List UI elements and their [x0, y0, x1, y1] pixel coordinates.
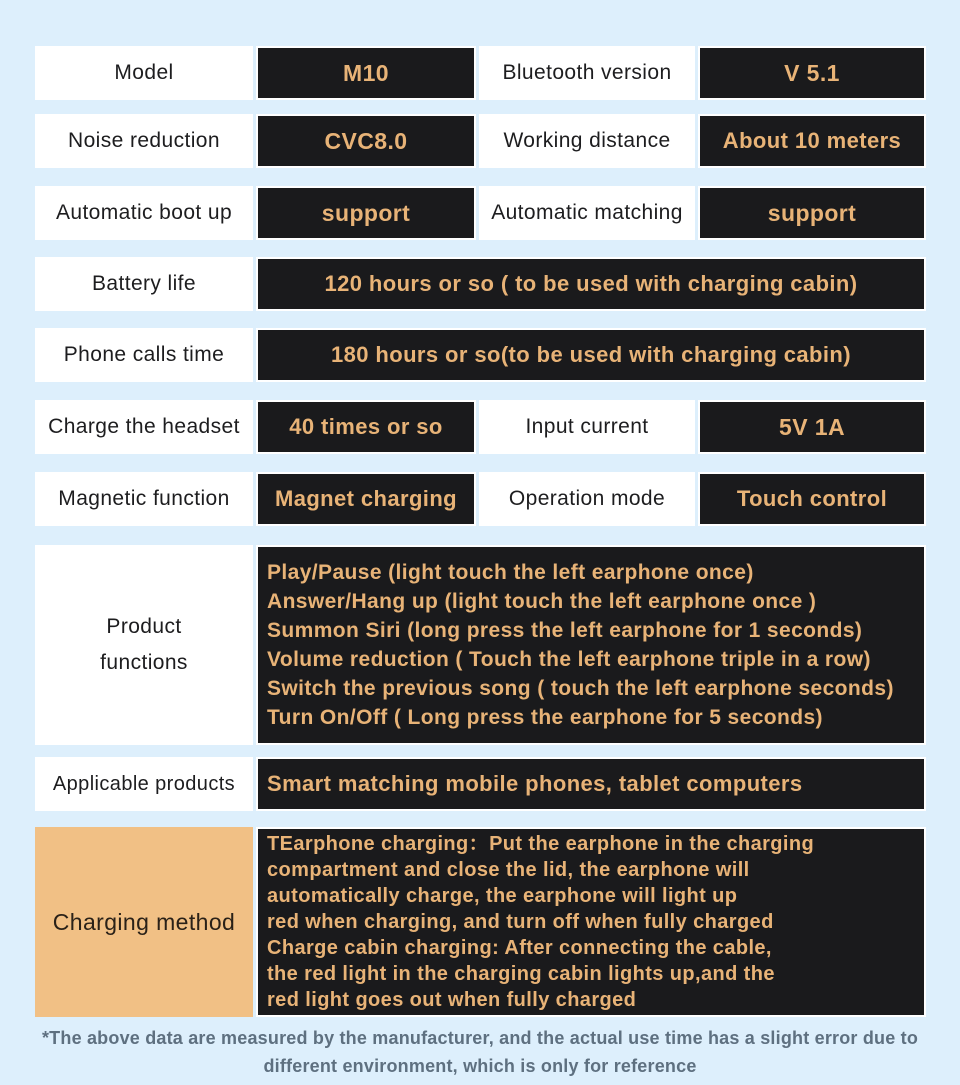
charging-line: red light goes out when fully charged — [267, 989, 637, 1011]
applicable-products-value: Smart matching mobile phones, tablet computers — [256, 757, 926, 811]
product-functions-value — [256, 545, 926, 745]
row-noise-distance — [35, 114, 926, 168]
auto-matching-value: support — [698, 186, 926, 240]
auto-boot-value: support — [256, 186, 476, 240]
product-functions-label-text: Product functions — [100, 615, 188, 674]
battery-life-label: Battery life — [35, 257, 253, 311]
charging-line: compartment and close the lid, the earphone will — [267, 859, 750, 881]
function-line: Summon Siri (long press the left earphone for 1 seconds) — [267, 619, 863, 642]
phone-calls-time-label: Phone calls time — [35, 328, 253, 382]
function-line: Volume reduction ( Touch the left earphone triple in a row) — [267, 648, 871, 671]
phone-calls-time-value: 180 hours or so(to be used with charging cabin) — [256, 328, 926, 382]
row-applicable-products — [35, 757, 926, 811]
function-line: Turn On/Off ( Long press the earphone for 5 seconds) — [267, 706, 823, 729]
battery-life-value: 120 hours or so ( to be used with charging cabin) — [256, 257, 926, 311]
noise-reduction-value: CVC8.0 — [256, 114, 476, 168]
spec-table — [35, 0, 926, 1017]
charging-line: TEarphone charging：Put the earphone in the charging — [267, 833, 815, 855]
charging-method-label: Charging method — [35, 827, 253, 1017]
charging-method-value — [256, 827, 926, 1017]
row-model-bluetooth — [35, 46, 926, 100]
auto-boot-label: Automatic boot up — [35, 186, 253, 240]
row-magnetic-operation — [35, 472, 926, 526]
applicable-products-label: Applicable products — [35, 757, 253, 811]
charging-line: automatically charge, the earphone will light up — [267, 885, 738, 907]
row-charging-method — [35, 827, 926, 1017]
operation-mode-label: Operation mode — [479, 472, 695, 526]
charging-line: Charge cabin charging: After connecting the cable, — [267, 937, 772, 959]
row-phone-calls-time — [35, 328, 926, 382]
magnetic-function-label: Magnetic function — [35, 472, 253, 526]
operation-mode-value: Touch control — [698, 472, 926, 526]
function-line: Switch the previous song ( touch the left earphone seconds) — [267, 677, 894, 700]
row-battery-life — [35, 257, 926, 311]
noise-reduction-label: Noise reduction — [35, 114, 253, 168]
footer-disclaimer-text: *The above data are measured by the manufacturer, and the actual use time has a slight error due to different environment, which is only for reference — [41, 1028, 919, 1076]
charging-line: the red light in the charging cabin lights up,and the — [267, 963, 775, 985]
function-line: Answer/Hang up (light touch the left earphone once ) — [267, 590, 817, 613]
bluetooth-version-value: V 5.1 — [698, 46, 926, 100]
footer-disclaimer — [0, 1024, 960, 1080]
model-value: M10 — [256, 46, 476, 100]
row-product-functions — [35, 545, 926, 745]
function-line: Play/Pause (light touch the left earphone once) — [267, 561, 754, 584]
charging-line: red when charging, and turn off when fully charged — [267, 911, 774, 933]
charge-headset-value: 40 times or so — [256, 400, 476, 454]
input-current-value: 5V 1A — [698, 400, 926, 454]
auto-matching-label: Automatic matching — [479, 186, 695, 240]
working-distance-label: Working distance — [479, 114, 695, 168]
bluetooth-version-label: Bluetooth version — [479, 46, 695, 100]
charge-headset-label: Charge the headset — [35, 400, 253, 454]
magnetic-function-value: Magnet charging — [256, 472, 476, 526]
row-charge-input — [35, 400, 926, 454]
product-functions-label — [35, 545, 253, 745]
working-distance-value: About 10 meters — [698, 114, 926, 168]
row-boot-matching — [35, 186, 926, 240]
input-current-label: Input current — [479, 400, 695, 454]
model-label: Model — [35, 46, 253, 100]
